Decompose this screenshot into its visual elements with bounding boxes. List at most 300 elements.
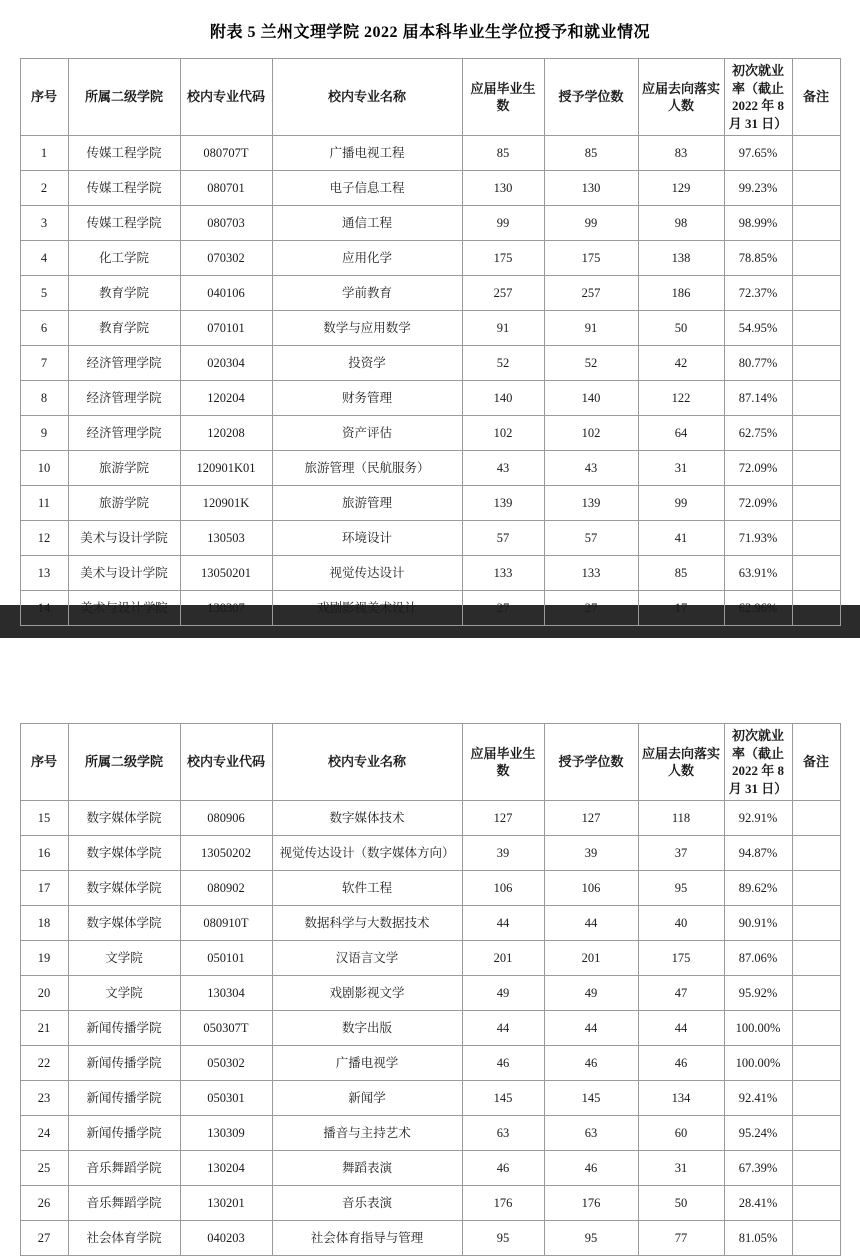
column-header-graduates: 应届毕业生数	[462, 59, 544, 136]
cell-seq: 10	[20, 451, 68, 486]
cell-remark	[792, 1046, 840, 1081]
cell-graduates: 133	[462, 556, 544, 591]
table-header	[20, 724, 840, 801]
cell-graduates: 57	[462, 521, 544, 556]
cell-remark	[792, 381, 840, 416]
cell-major-code: 080906	[180, 801, 272, 836]
cell-remark	[792, 591, 840, 626]
column-header-degrees: 授予学位数	[544, 724, 638, 801]
cell-seq: 5	[20, 276, 68, 311]
cell-college: 经济管理学院	[68, 416, 180, 451]
table-2-wrapper	[0, 638, 860, 1256]
table-row	[20, 416, 840, 451]
column-header-code: 校内专业代码	[180, 724, 272, 801]
cell-major-code: 040106	[180, 276, 272, 311]
cell-remark	[792, 241, 840, 276]
cell-major-code: 050307T	[180, 1011, 272, 1046]
table-row	[20, 521, 840, 556]
cell-employment-rate: 87.14%	[724, 381, 792, 416]
table-header-row	[20, 59, 840, 136]
table-row	[20, 871, 840, 906]
cell-major-name: 数学与应用数学	[272, 311, 462, 346]
cell-college: 音乐舞蹈学院	[68, 1186, 180, 1221]
cell-major-code: 120208	[180, 416, 272, 451]
column-header-college: 所属二级学院	[68, 59, 180, 136]
cell-college: 美术与设计学院	[68, 591, 180, 626]
cell-remark	[792, 871, 840, 906]
table-row	[20, 1081, 840, 1116]
cell-college: 文学院	[68, 976, 180, 1011]
cell-employment-rate: 63.91%	[724, 556, 792, 591]
cell-employment-rate: 67.39%	[724, 1151, 792, 1186]
cell-employment-rate: 97.65%	[724, 136, 792, 171]
cell-placed: 42	[638, 346, 724, 381]
cell-graduates: 44	[462, 906, 544, 941]
cell-seq: 8	[20, 381, 68, 416]
cell-college: 美术与设计学院	[68, 521, 180, 556]
cell-placed: 83	[638, 136, 724, 171]
table-row	[20, 1116, 840, 1151]
cell-major-name: 广播电视学	[272, 1046, 462, 1081]
cell-seq: 17	[20, 871, 68, 906]
cell-major-code: 13050202	[180, 836, 272, 871]
cell-degrees: 145	[544, 1081, 638, 1116]
cell-remark	[792, 346, 840, 381]
column-header-code: 校内专业代码	[180, 59, 272, 136]
cell-remark	[792, 486, 840, 521]
cell-graduates: 49	[462, 976, 544, 1011]
cell-placed: 31	[638, 1151, 724, 1186]
cell-employment-rate: 72.09%	[724, 486, 792, 521]
cell-major-code: 130309	[180, 1116, 272, 1151]
cell-remark	[792, 941, 840, 976]
cell-major-code: 070101	[180, 311, 272, 346]
cell-college: 数字媒体学院	[68, 906, 180, 941]
cell-remark	[792, 1151, 840, 1186]
table-1-wrapper	[0, 58, 860, 626]
cell-remark	[792, 1081, 840, 1116]
cell-remark	[792, 906, 840, 941]
cell-graduates: 27	[462, 591, 544, 626]
cell-major-code: 050302	[180, 1046, 272, 1081]
cell-college: 化工学院	[68, 241, 180, 276]
cell-degrees: 201	[544, 941, 638, 976]
table-row	[20, 311, 840, 346]
cell-employment-rate: 81.05%	[724, 1221, 792, 1256]
cell-employment-rate: 99.23%	[724, 171, 792, 206]
cell-degrees: 27	[544, 591, 638, 626]
cell-graduates: 95	[462, 1221, 544, 1256]
cell-college: 数字媒体学院	[68, 836, 180, 871]
cell-major-code: 080902	[180, 871, 272, 906]
cell-graduates: 106	[462, 871, 544, 906]
table-row	[20, 381, 840, 416]
cell-degrees: 46	[544, 1046, 638, 1081]
cell-employment-rate: 100.00%	[724, 1046, 792, 1081]
cell-graduates: 257	[462, 276, 544, 311]
column-header-remark: 备注	[792, 724, 840, 801]
column-header-degrees: 授予学位数	[544, 59, 638, 136]
table-header	[20, 59, 840, 136]
cell-placed: 44	[638, 1011, 724, 1046]
cell-employment-rate: 92.91%	[724, 801, 792, 836]
table-row	[20, 976, 840, 1011]
column-header-rate: 初次就业率（截止 2022 年 8 月 31 日）	[724, 59, 792, 136]
cell-major-name: 音乐表演	[272, 1186, 462, 1221]
cell-major-code: 050301	[180, 1081, 272, 1116]
cell-college: 数字媒体学院	[68, 871, 180, 906]
cell-major-code: 13050201	[180, 556, 272, 591]
cell-major-name: 戏剧影视美术设计	[272, 591, 462, 626]
cell-major-name: 戏剧影视文学	[272, 976, 462, 1011]
table-row	[20, 241, 840, 276]
cell-placed: 175	[638, 941, 724, 976]
cell-employment-rate: 94.87%	[724, 836, 792, 871]
cell-graduates: 44	[462, 1011, 544, 1046]
cell-placed: 77	[638, 1221, 724, 1256]
cell-major-code: 080707T	[180, 136, 272, 171]
cell-degrees: 39	[544, 836, 638, 871]
table-row	[20, 276, 840, 311]
cell-college: 教育学院	[68, 311, 180, 346]
cell-remark	[792, 416, 840, 451]
cell-graduates: 201	[462, 941, 544, 976]
cell-degrees: 63	[544, 1116, 638, 1151]
cell-seq: 26	[20, 1186, 68, 1221]
cell-employment-rate: 54.95%	[724, 311, 792, 346]
cell-graduates: 43	[462, 451, 544, 486]
document-page-2	[0, 638, 860, 1245]
cell-seq: 11	[20, 486, 68, 521]
cell-employment-rate: 80.77%	[724, 346, 792, 381]
cell-major-name: 新闻学	[272, 1081, 462, 1116]
cell-degrees: 102	[544, 416, 638, 451]
cell-graduates: 139	[462, 486, 544, 521]
cell-major-name: 环境设计	[272, 521, 462, 556]
cell-placed: 46	[638, 1046, 724, 1081]
cell-seq: 3	[20, 206, 68, 241]
cell-placed: 134	[638, 1081, 724, 1116]
cell-seq: 4	[20, 241, 68, 276]
cell-major-code: 080910T	[180, 906, 272, 941]
cell-major-code: 040203	[180, 1221, 272, 1256]
cell-placed: 118	[638, 801, 724, 836]
table-row	[20, 1151, 840, 1186]
cell-major-name: 视觉传达设计	[272, 556, 462, 591]
column-header-seq: 序号	[20, 724, 68, 801]
cell-major-name: 数据科学与大数据技术	[272, 906, 462, 941]
cell-graduates: 46	[462, 1046, 544, 1081]
cell-graduates: 127	[462, 801, 544, 836]
cell-major-code: 130201	[180, 1186, 272, 1221]
cell-employment-rate: 95.24%	[724, 1116, 792, 1151]
column-header-major: 校内专业名称	[272, 724, 462, 801]
cell-graduates: 145	[462, 1081, 544, 1116]
cell-placed: 138	[638, 241, 724, 276]
column-header-placed: 应届去向落实人数	[638, 59, 724, 136]
cell-employment-rate: 100.00%	[724, 1011, 792, 1046]
cell-major-name: 广播电视工程	[272, 136, 462, 171]
cell-major-code: 080701	[180, 171, 272, 206]
column-header-college: 所属二级学院	[68, 724, 180, 801]
cell-major-code: 080703	[180, 206, 272, 241]
cell-placed: 31	[638, 451, 724, 486]
cell-placed: 37	[638, 836, 724, 871]
cell-employment-rate: 28.41%	[724, 1186, 792, 1221]
cell-major-name: 投资学	[272, 346, 462, 381]
cell-seq: 25	[20, 1151, 68, 1186]
cell-seq: 21	[20, 1011, 68, 1046]
cell-employment-rate: 98.99%	[724, 206, 792, 241]
cell-degrees: 139	[544, 486, 638, 521]
cell-remark	[792, 521, 840, 556]
table-body	[20, 801, 840, 1256]
cell-major-name: 旅游管理（民航服务）	[272, 451, 462, 486]
table-row	[20, 206, 840, 241]
cell-major-code: 050101	[180, 941, 272, 976]
column-header-placed: 应届去向落实人数	[638, 724, 724, 801]
cell-placed: 40	[638, 906, 724, 941]
column-header-graduates: 应届毕业生数	[462, 724, 544, 801]
cell-major-name: 资产评估	[272, 416, 462, 451]
cell-seq: 23	[20, 1081, 68, 1116]
cell-college: 新闻传播学院	[68, 1011, 180, 1046]
cell-employment-rate: 89.62%	[724, 871, 792, 906]
cell-degrees: 130	[544, 171, 638, 206]
cell-employment-rate: 72.09%	[724, 451, 792, 486]
cell-college: 传媒工程学院	[68, 171, 180, 206]
cell-degrees: 140	[544, 381, 638, 416]
cell-major-code: 120901K01	[180, 451, 272, 486]
cell-seq: 9	[20, 416, 68, 451]
cell-college: 新闻传播学院	[68, 1046, 180, 1081]
cell-remark	[792, 1186, 840, 1221]
cell-remark	[792, 976, 840, 1011]
cell-employment-rate: 62.75%	[724, 416, 792, 451]
cell-degrees: 44	[544, 906, 638, 941]
cell-degrees: 85	[544, 136, 638, 171]
table-row	[20, 1186, 840, 1221]
cell-employment-rate: 92.41%	[724, 1081, 792, 1116]
cell-major-name: 视觉传达设计（数字媒体方向）	[272, 836, 462, 871]
cell-graduates: 140	[462, 381, 544, 416]
cell-seq: 7	[20, 346, 68, 381]
table-row	[20, 941, 840, 976]
cell-degrees: 91	[544, 311, 638, 346]
cell-placed: 41	[638, 521, 724, 556]
table-row	[20, 1046, 840, 1081]
cell-major-code: 130304	[180, 976, 272, 1011]
table-row	[20, 906, 840, 941]
cell-graduates: 46	[462, 1151, 544, 1186]
cell-college: 传媒工程学院	[68, 206, 180, 241]
cell-major-name: 财务管理	[272, 381, 462, 416]
cell-major-name: 通信工程	[272, 206, 462, 241]
cell-degrees: 46	[544, 1151, 638, 1186]
cell-placed: 98	[638, 206, 724, 241]
cell-placed: 99	[638, 486, 724, 521]
table-row	[20, 171, 840, 206]
cell-seq: 14	[20, 591, 68, 626]
cell-seq: 16	[20, 836, 68, 871]
cell-graduates: 102	[462, 416, 544, 451]
table-body	[20, 136, 840, 626]
cell-major-name: 旅游管理	[272, 486, 462, 521]
cell-seq: 27	[20, 1221, 68, 1256]
cell-graduates: 175	[462, 241, 544, 276]
cell-college: 新闻传播学院	[68, 1116, 180, 1151]
column-header-seq: 序号	[20, 59, 68, 136]
cell-placed: 95	[638, 871, 724, 906]
table-row	[20, 801, 840, 836]
cell-remark	[792, 1221, 840, 1256]
cell-major-name: 学前教育	[272, 276, 462, 311]
cell-major-code: 120901K	[180, 486, 272, 521]
cell-placed: 47	[638, 976, 724, 1011]
cell-degrees: 52	[544, 346, 638, 381]
cell-degrees: 49	[544, 976, 638, 1011]
cell-degrees: 127	[544, 801, 638, 836]
cell-seq: 20	[20, 976, 68, 1011]
table-row	[20, 836, 840, 871]
cell-remark	[792, 556, 840, 591]
cell-degrees: 95	[544, 1221, 638, 1256]
cell-remark	[792, 836, 840, 871]
table-row	[20, 1221, 840, 1256]
cell-major-code: 020304	[180, 346, 272, 381]
cell-remark	[792, 801, 840, 836]
table-row	[20, 346, 840, 381]
table-header-row	[20, 724, 840, 801]
cell-remark	[792, 451, 840, 486]
column-header-major: 校内专业名称	[272, 59, 462, 136]
cell-employment-rate: 71.93%	[724, 521, 792, 556]
cell-seq: 24	[20, 1116, 68, 1151]
cell-employment-rate: 78.85%	[724, 241, 792, 276]
cell-seq: 6	[20, 311, 68, 346]
cell-employment-rate: 87.06%	[724, 941, 792, 976]
cell-major-name: 软件工程	[272, 871, 462, 906]
cell-college: 新闻传播学院	[68, 1081, 180, 1116]
cell-seq: 13	[20, 556, 68, 591]
cell-remark	[792, 276, 840, 311]
cell-employment-rate: 95.92%	[724, 976, 792, 1011]
cell-degrees: 175	[544, 241, 638, 276]
cell-college: 音乐舞蹈学院	[68, 1151, 180, 1186]
cell-graduates: 85	[462, 136, 544, 171]
cell-remark	[792, 1011, 840, 1046]
cell-college: 经济管理学院	[68, 381, 180, 416]
cell-graduates: 39	[462, 836, 544, 871]
cell-college: 旅游学院	[68, 486, 180, 521]
graduate-employment-table-part1	[20, 58, 841, 626]
cell-major-code: 130307	[180, 591, 272, 626]
cell-college: 旅游学院	[68, 451, 180, 486]
cell-college: 教育学院	[68, 276, 180, 311]
cell-major-name: 应用化学	[272, 241, 462, 276]
cell-seq: 15	[20, 801, 68, 836]
cell-degrees: 99	[544, 206, 638, 241]
cell-major-name: 数字媒体技术	[272, 801, 462, 836]
cell-remark	[792, 171, 840, 206]
cell-degrees: 257	[544, 276, 638, 311]
cell-placed: 85	[638, 556, 724, 591]
table-row	[20, 556, 840, 591]
cell-placed: 186	[638, 276, 724, 311]
cell-degrees: 106	[544, 871, 638, 906]
cell-seq: 12	[20, 521, 68, 556]
cell-seq: 18	[20, 906, 68, 941]
cell-major-code: 070302	[180, 241, 272, 276]
table-row	[20, 591, 840, 626]
cell-placed: 129	[638, 171, 724, 206]
cell-college: 文学院	[68, 941, 180, 976]
table-row	[20, 1011, 840, 1046]
cell-college: 美术与设计学院	[68, 556, 180, 591]
cell-degrees: 57	[544, 521, 638, 556]
cell-employment-rate: 90.91%	[724, 906, 792, 941]
cell-major-code: 120204	[180, 381, 272, 416]
table-row	[20, 451, 840, 486]
cell-graduates: 63	[462, 1116, 544, 1151]
graduate-employment-table-part2	[20, 723, 841, 1256]
cell-degrees: 43	[544, 451, 638, 486]
cell-employment-rate: 62.96%	[724, 591, 792, 626]
cell-seq: 22	[20, 1046, 68, 1081]
table-row	[20, 486, 840, 521]
cell-degrees: 44	[544, 1011, 638, 1046]
cell-degrees: 176	[544, 1186, 638, 1221]
cell-major-name: 电子信息工程	[272, 171, 462, 206]
cell-major-name: 社会体育指导与管理	[272, 1221, 462, 1256]
cell-seq: 2	[20, 171, 68, 206]
cell-placed: 50	[638, 311, 724, 346]
cell-major-name: 汉语言文学	[272, 941, 462, 976]
cell-degrees: 133	[544, 556, 638, 591]
cell-seq: 1	[20, 136, 68, 171]
column-header-remark: 备注	[792, 59, 840, 136]
cell-major-name: 舞蹈表演	[272, 1151, 462, 1186]
cell-graduates: 52	[462, 346, 544, 381]
document-page-1	[0, 0, 860, 615]
cell-major-code: 130204	[180, 1151, 272, 1186]
cell-remark	[792, 206, 840, 241]
cell-graduates: 130	[462, 171, 544, 206]
cell-placed: 60	[638, 1116, 724, 1151]
cell-remark	[792, 1116, 840, 1151]
cell-placed: 64	[638, 416, 724, 451]
cell-major-name: 数字出版	[272, 1011, 462, 1046]
cell-remark	[792, 136, 840, 171]
cell-placed: 122	[638, 381, 724, 416]
cell-placed: 17	[638, 591, 724, 626]
cell-placed: 50	[638, 1186, 724, 1221]
cell-major-name: 播音与主持艺术	[272, 1116, 462, 1151]
table-row	[20, 136, 840, 171]
cell-employment-rate: 72.37%	[724, 276, 792, 311]
cell-seq: 19	[20, 941, 68, 976]
cell-college: 数字媒体学院	[68, 801, 180, 836]
cell-college: 经济管理学院	[68, 346, 180, 381]
cell-graduates: 91	[462, 311, 544, 346]
column-header-rate: 初次就业率（截止 2022 年 8 月 31 日）	[724, 724, 792, 801]
cell-graduates: 176	[462, 1186, 544, 1221]
cell-college: 传媒工程学院	[68, 136, 180, 171]
cell-graduates: 99	[462, 206, 544, 241]
cell-college: 社会体育学院	[68, 1221, 180, 1256]
cell-major-code: 130503	[180, 521, 272, 556]
page-title: 附表 5 兰州文理学院 2022 届本科毕业生学位授予和就业情况	[209, 24, 650, 41]
